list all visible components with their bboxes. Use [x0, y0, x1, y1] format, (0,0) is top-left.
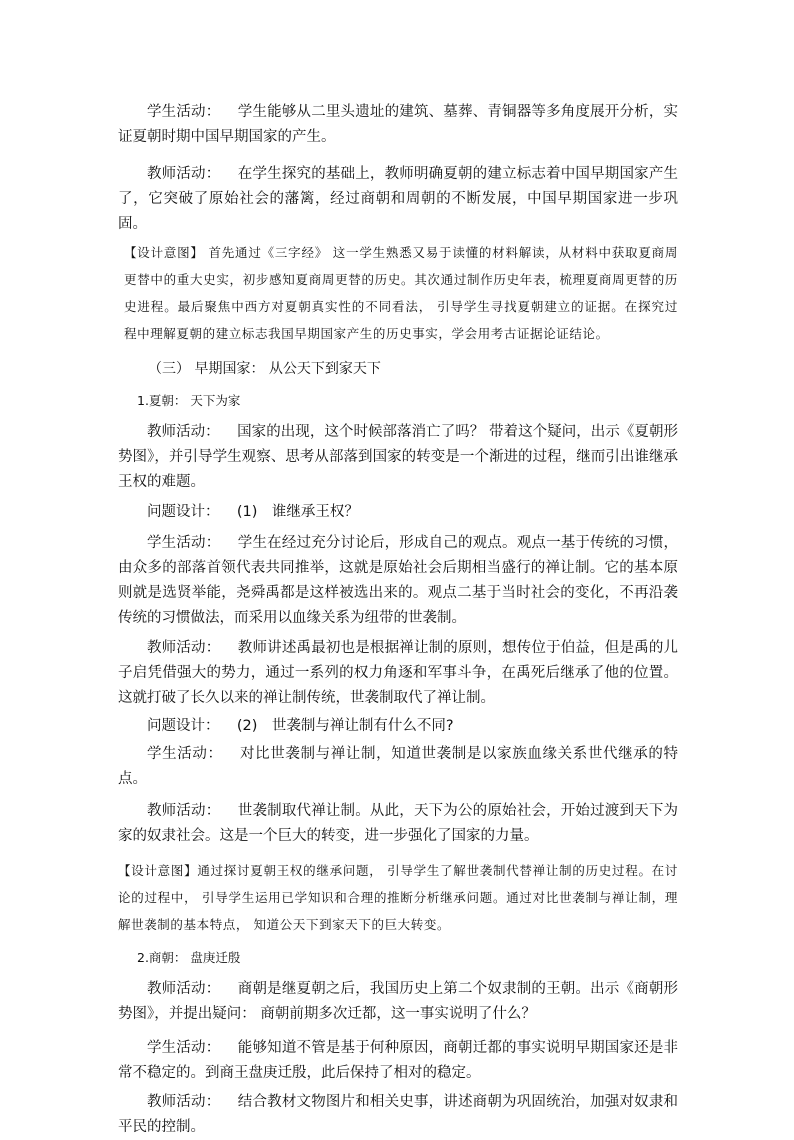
paragraph-teacher-activity — [118, 420, 678, 495]
paragraph-text: 对比世袭制与禅让制，知道世袭制是以家族血缘关系世代继承的特点。 — [118, 746, 678, 787]
document-page — [118, 100, 678, 1140]
paragraph-text: 教师讲述禹最初也是根据禅让制的原则，想传位于伯益，但是禹的儿子启凭借强大的势力，通过一系列的权力角逐和军事斗争，在禹死后继承了他的位置。这就打破了长久以来的禅让制传统，世袭制取代了禅让制。 — [118, 640, 679, 706]
paragraph-text: 结合教材文物图片和相关史事，讲述商朝为巩固统治，加强对奴隶和平民的控制。 — [118, 1094, 679, 1135]
question-label: 问题设计： — [147, 504, 220, 520]
activity-label: 学生活动： — [147, 746, 223, 762]
paragraph-text: 学生能够从二里头遗址的建筑、墓葬、青铜器等多角度展开分析，实证夏朝时期中国早期国家的产生。 — [118, 104, 679, 145]
paragraph-text: 学生在经过充分讨论后，形成自己的观点。观点一基于传统的习惯，由众多的部落首领代表共同推举，这就是原始社会后期相当盛行的禅让制。它的基本原则就是选贤举能，尧舜禹都是这样被选出来的。观点二基于当时社会的变化，不再沿袭传统的习惯做法，而采用以血缘关系为纽带的世袭制。 — [118, 535, 679, 626]
paragraph-teacher-activity — [118, 1090, 678, 1140]
activity-label: 学生活动： — [147, 535, 221, 551]
paragraph-student-activity — [118, 742, 678, 792]
activity-label: 教师活动： — [147, 1094, 221, 1110]
paragraph-text: 在学生探究的基础上，教师明确夏朝的建立标志着中国早期国家产生了，它突破了原始社会的藩篱，经过商朝和周朝的不断发展，中国早期国家进一步巩固。 — [118, 166, 679, 232]
question-text: (1) 谁继承王权？ — [236, 504, 359, 520]
design-intent-paragraph: 【设计意图】 首先通过《三字经》 这一学生熟悉又易于读懂的材料解读，从材料中获取夏商周更替中的重大史实，初步感知夏商周更替的历史。其次通过制作历史年表，梳理夏商周更替的历史进程。最后聚焦中西方对夏朝真实性的不同看法， 引导学生寻找夏朝建立的证据。在探究过程中理解夏朝的建立标志我国早期国家产生的历史事实，学会用考古证据论证结论。 — [124, 245, 678, 341]
activity-label: 教师活动： — [147, 803, 221, 819]
paragraph-teacher-activity — [118, 799, 678, 849]
activity-label: 教师活动： — [147, 424, 220, 440]
section-heading: （三） 早期国家： 从公天下到家天下 — [148, 361, 381, 377]
activity-label: 教师活动： — [147, 640, 221, 656]
activity-label: 学生活动： — [147, 104, 221, 120]
paragraph-student-activity — [118, 1036, 678, 1086]
paragraph-text: 世袭制取代禅让制。从此，天下为公的原始社会，开始过渡到天下为家的奴隶社会。这是一个巨大的转变，进一步强化了国家的力量。 — [118, 803, 679, 844]
paragraph-text: 国家的出现，这个时候部落消亡了吗？ 带着这个疑问，出示《夏朝形势图》，并引导学生观察、思考从部落到国家的转变是一个渐进的过程，继而引出谁继承王权的难题。 — [118, 424, 679, 490]
activity-label: 学生活动： — [147, 1040, 221, 1056]
question-design — [118, 714, 678, 739]
paragraph-text: 能够知道不管是基于何种原因，商朝迁都的事实说明早期国家还是非常不稳定的。到商王盘庚迁殷，此后保持了相对的稳定。 — [118, 1040, 679, 1081]
paragraph-teacher-activity — [118, 162, 678, 237]
paragraph-text: 商朝是继夏朝之后，我国历史上第二个奴隶制的王朝。出示《商朝形势图》，并提出疑问： 商朝前期多次迁都，这一事实说明了什么？ — [118, 981, 679, 1022]
question-label: 问题设计： — [147, 718, 220, 734]
subsection-heading: 2.商朝： 盘庚迁殷 — [137, 950, 241, 965]
design-intent-paragraph: 【设计意图】通过探讨夏朝王权的继承问题， 引导学生了解世袭制代替禅让制的历史过程。在讨论的过程中， 引导学生运用已学知识和合理的推断分析继承问题。通过对比世袭制与禅让制，理解世袭制的基本特点， 知道公天下到家天下的巨大转变。 — [118, 863, 678, 932]
paragraph-teacher-activity — [118, 636, 678, 711]
activity-label: 教师活动： — [147, 981, 221, 997]
paragraph-student-activity — [118, 100, 678, 150]
activity-label: 教师活动： — [147, 166, 221, 182]
question-design — [118, 500, 678, 525]
paragraph-teacher-activity — [118, 977, 678, 1027]
subsection-heading: 1.夏朝： 天下为家 — [137, 393, 241, 408]
question-text: (2) 世袭制与禅让制有什么不同? — [236, 718, 454, 734]
paragraph-student-activity — [118, 531, 678, 631]
